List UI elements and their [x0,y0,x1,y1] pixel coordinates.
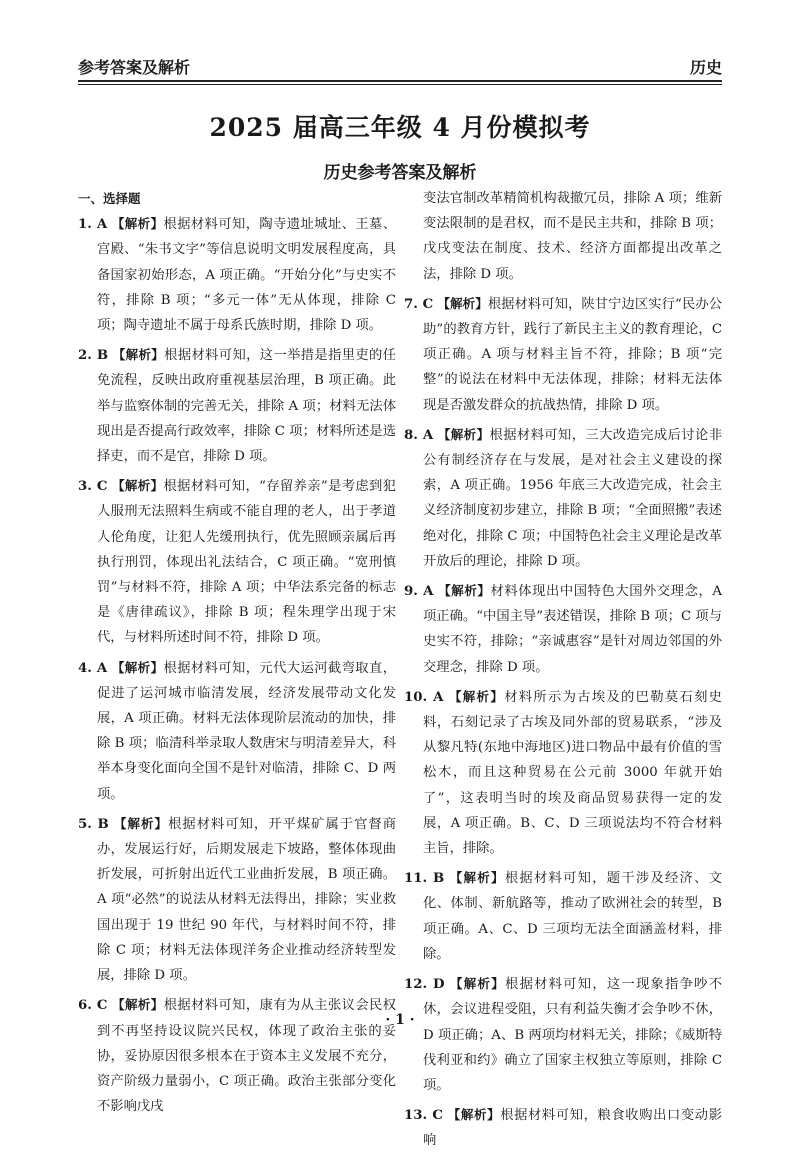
analysis-tag: 【解析】 [112,997,164,1013]
answer-item [78,473,396,650]
analysis-tag: 【解析】 [450,976,506,992]
answer-item [404,1102,722,1153]
right-column [404,186,723,1149]
answer-number: 13. C [404,1108,443,1124]
document-subtitle: 历史参考答案及解析 [323,163,477,183]
answer-number: 9. A [404,584,434,600]
answer-number: 5. B [78,816,109,832]
answer-item [404,578,722,680]
answer-number: 8. A [404,427,434,443]
page-header [78,48,722,78]
analysis-tag: 【解析】 [112,478,164,494]
answer-number: 12. D [404,977,445,993]
answer-number: 4. A [78,660,108,676]
exam-title: 2025 届高三年级 4 月份模拟考 [209,113,591,142]
header-doc-type: 参考答案及解析 [78,58,191,77]
answer-text: 根据材料可知，粮食收购出口变动影响 [423,1108,722,1149]
analysis-tag: 【解析】 [111,216,164,232]
analysis-tag: 【解析】 [114,815,169,831]
answer-number: 6. C [78,998,108,1014]
left-column [78,186,397,1115]
answer-text: 根据材料可知，这一现象指争吵不休，会议进程受阻，只有利益失衡才会争吵不休，D 项正确；A、B 两项均材料无关，排除；《威斯特伐利亚和约》确立了国家主权独立等原则，排除 C 项。 [423,977,722,1093]
page-number: · 1 · [385,1012,415,1028]
header-subject: 历史 [689,58,722,77]
answer-text: 根据材料可知，这一举措是指里吏的任免流程，反映出政府重视基层治理，B 项正确。此举与监察体制的完善无关，排除 A 项；材料无法体现出是否提高行政效率，排除 C 项；材料所述是选择吏，而不是官，排除 D 项。 [97,348,397,465]
answer-item [404,865,722,967]
answer-number: 10. A [404,689,444,705]
analysis-tag: 【解析】 [448,688,505,704]
answer-text: 根据材料可知，康有为从主张议会民权到不再坚持设议院兴民权，体现了政治主张的妥协，妥协原因很多根本在于资本主义发展不充分，资产阶级力量弱小，C 项正确。政治主张部分变化不影响戊戌 [97,998,397,1115]
analysis-tag: 【解析】 [111,659,164,675]
answer-text: 根据材料可知，题干涉及经济、文化、体制、新航路等，推动了欧洲社会的转型，B 项正确。A、C、D 三项均无法全面涵盖材料，排除。 [423,871,722,962]
answer-item [404,291,722,418]
header-divider-thin [78,84,722,85]
answer-number: 2. B [78,348,109,364]
answer-columns [78,186,723,1149]
answer-item [78,655,396,807]
analysis-tag: 【解析】 [437,426,490,442]
answer-text: 根据材料可知，陶寺遗址城址、王墓、宫殿、“朱书文字”等信息说明文明发展程度高，具备国家初始形态，A 项正确。“开始分化”与史实不符，排除 B 项；“多元一体”无从体现，排除 C 项；陶寺遗址不属于母系氏族时期，排除 D 项。 [97,217,397,334]
answer-item [404,422,722,574]
answer-text: 根据材料可知，开平煤矿属于官督商办，发展运行好，后期发展走下坡路，整体体现曲折发展，可折射出近代工业曲折发展，B 项正确。A 项“必然”的说法从材料无法得出，排除；实业救国出现于 19 世纪 90 年代，与材料时间不符，排除 C 项；材料无法体现洋务企业推动经济转型发展，排除 D 项。 [97,816,397,984]
analysis-tag: 【解析】 [437,295,488,311]
answer-text: 根据材料可知，“存留养亲”是考虑到犯人服刑无法照料生病或不能自理的老人，出于孝道人伦角度，让犯人先缓刑执行，优先照顾亲属后再执行刑罚，体现出礼法结合，C 项正确。“宽刑慎罚”与材料不符，排除 A 项；中华法系完备的标志是《唐律疏议》，排除 B 项；程朱理学出现于宋代，与材料所述时间不符，排除 D 项。 [97,479,396,646]
answer-number: 11. B [404,871,445,887]
answer-item [78,811,396,988]
answer-item [78,342,396,469]
analysis-tag: 【解析】 [447,1107,501,1123]
answer-text: 材料体现出中国特色大国外交理念，A 项正确。“中国主导”表述错误，排除 B 项；C 项与史实不符，排除；“亲诚惠容”是针对周边邻国的外交理念，排除 D 项。 [423,584,723,675]
answer-text: 材料所示为古埃及的巴勒莫石刻史料，石刻记录了古埃及同外部的贸易联系，“涉及从黎凡特(东地中海地区)进口物品中最有价值的雪松木，而且这种贸易在公元前 3000 年就开始了”，这表明当时的埃及商品贸易获得一定的发展，A 项正确。B、C、D 三项说法均不符合材料主旨，排除。 [423,689,722,857]
header-divider [78,80,722,82]
answer-text: 根据材料可知，陕甘宁边区实行“民办公助”的教育方针，践行了新民主主义的教育理论，C 项正确。A 项与材料主旨不符，排除；B 项“完整”的说法在材料中无法体现，排除；材料无法体现是否激发群众的抗战热情，排除 D 项。 [423,296,722,413]
answer-number: 3. C [78,479,108,495]
answer-item [404,684,722,861]
analysis-tag: 【解析】 [112,347,165,363]
analysis-tag: 【解析】 [449,870,505,886]
answer-number: 1. A [78,217,108,233]
section-title: 一、选择题 [78,191,141,206]
answer-item [404,971,722,1098]
analysis-tag: 【解析】 [438,583,491,599]
answer-item [78,211,396,338]
answer-number: 7. C [404,296,434,312]
answer-text: 根据材料可知，三大改造完成后讨论非公有制经济存在与发展，是对社会主义建设的探索，A 项正确。1956 年底三大改造完成，社会主义经济制度初步建立，排除 B 项；“全面照搬”表述绝对化，排除 C 项；中国特色社会主义理论是改革开放后的理论，排除 D 项。 [423,427,723,569]
answer-text: 根据材料可知，元代大运河截弯取直，促进了运河城市临清发展，经济发展带动文化发展，A 项正确。材料无法体现阶层流动的加快，排除 B 项；临清科举录取人数唐宋与明清差异大，科举本身变化面向全国不是针对临清，排除 C、D 两项。 [97,660,397,802]
answer-continuation: 变法官制改革精简机构裁撤冗员，排除 A 项；维新变法限制的是君权，而不是民主共和，排除 B 项；戊戌变法在制度、技术、经济方面都提出改革之法，排除 D 项。 [423,191,722,282]
